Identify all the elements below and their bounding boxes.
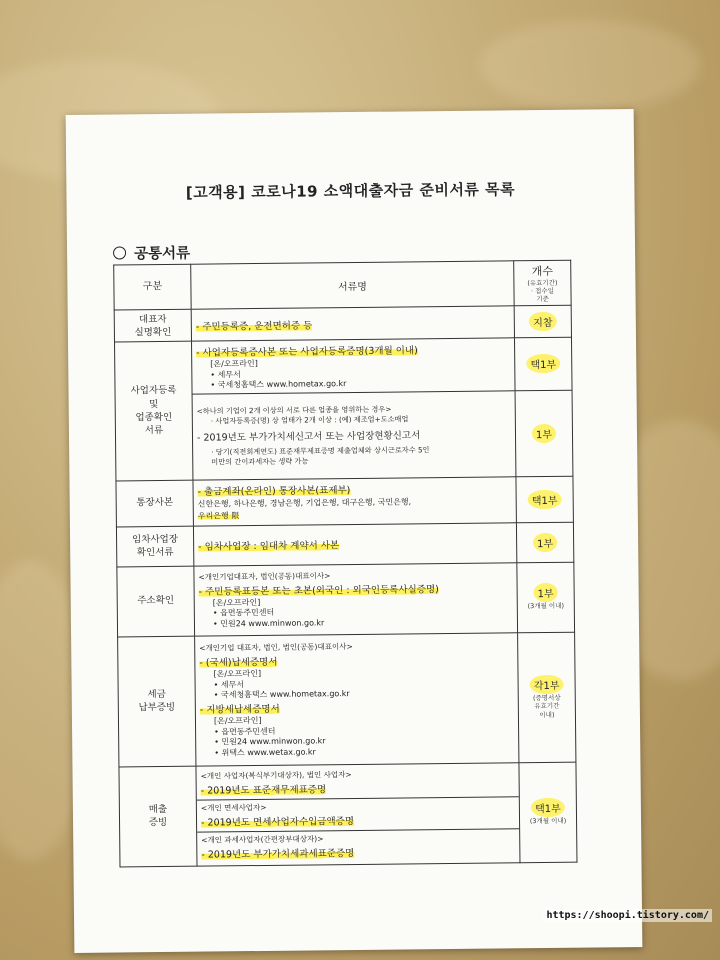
row-count: 1부: [516, 522, 573, 563]
row-docs: <하나의 기업이 2개 이상의 서로 다른 업종을 영위하는 경우> · 사업자등록증(명) 상 업태가 2개 이상 : (예) 제조업+도소매업 - 2019년도 부가가치세신고서 또는 사업장현황신고서 · 당기(직전회계연도) 표준재무제표증명 제출업체와 상시근로자수 5인 미만의 간이과세자는 생략 가능: [192, 390, 516, 479]
row-category: 세금 납부증빙: [118, 636, 196, 767]
row-count: 택1부: [514, 338, 572, 391]
doc-title: [고객용] 코로나19 소액대출자금 준비서류 목록: [185, 180, 516, 202]
table-row: [119, 762, 577, 867]
row-category: 대표자 실명확인: [114, 310, 191, 343]
row-docs: - 임차사업장 : 임대차 계약서 사본: [193, 522, 516, 565]
table-row: [116, 476, 573, 527]
header-count: 개수 (유효기간) · 접수일 기준: [514, 260, 571, 306]
watermark-url: https://shoopi.tistory.com/: [543, 909, 712, 922]
row-category: 매출 증빙: [119, 766, 197, 867]
row-count: 택1부: [516, 476, 573, 523]
row-count: 지참: [514, 306, 571, 339]
table-row: [115, 338, 573, 395]
header-category: 구분: [114, 264, 191, 310]
row-count: 1부 (3개월 이내): [517, 562, 575, 633]
row-docs: <개인 사업자(복식부기대상자), 법인 사업자> - 2019년도 표준재무제표증명 <개인 면세사업자> - 2019년도 면세사업자수입금액증명 <개인 과세사업자(간편장부대상자)> - 2019년도 부가가치세과세표준증명: [196, 762, 520, 865]
document-paper: [66, 109, 643, 953]
row-count: 각1부 (증명서상 유효기간 이내): [518, 632, 576, 763]
row-category: 주소확인: [117, 566, 195, 637]
table-row: [117, 562, 575, 637]
row-category: 임차사업장 확인서류: [116, 526, 193, 567]
table-row: [116, 522, 573, 567]
row-count: 1부: [515, 390, 573, 477]
row-docs: <개인기업대표자, 법인(공동)대표이사> - 주민등록표등본 또는 초본(외국인 : 외국인등록사실증명) [온/오프라인] • 읍면동주민센터 • 민원24 www.minwon.go.kr: [194, 562, 518, 635]
documents-table: [113, 260, 577, 867]
row-category: 사업자등록 및 업종확인 서류: [115, 342, 193, 481]
section-title: 공통서류: [113, 242, 190, 264]
table-header-row: [114, 260, 571, 310]
header-docs: 서류명: [191, 261, 514, 310]
table-row: [114, 306, 571, 343]
table-row: [118, 632, 576, 767]
row-docs: <개인기업 대표자, 법인, 법인(공동)대표이사> - (국세)납세증명서 [온/오프라인] • 세무서 • 국세청홈택스 www.hometax.go.kr - 지방세납세증명서 [온/오프라인] • 읍면동주민센터 • 민원24 www.minwon.go.kr • 위택스 www.wetax.go.kr: [195, 632, 519, 765]
row-category: 통장사본: [116, 480, 193, 527]
row-count: 택1부 (3개월 이내): [519, 762, 577, 863]
row-docs: - 사업자등록증사본 또는 사업자등록증명(3개월 이내) [온/오프라인] • 세무서 • 국세청홈택스 www.hometax.go.kr: [192, 338, 516, 394]
row-docs: - 출금계좌(온라인) 통장사본(표제부) 신한은행, 하나은행, 경남은행, 기업은행, 대구은행, 국민은행, 우리은행 限: [193, 476, 516, 525]
row-docs: - 주민등록증, 운전면허증 등: [191, 306, 514, 341]
circle-bullet-icon: [113, 246, 126, 259]
